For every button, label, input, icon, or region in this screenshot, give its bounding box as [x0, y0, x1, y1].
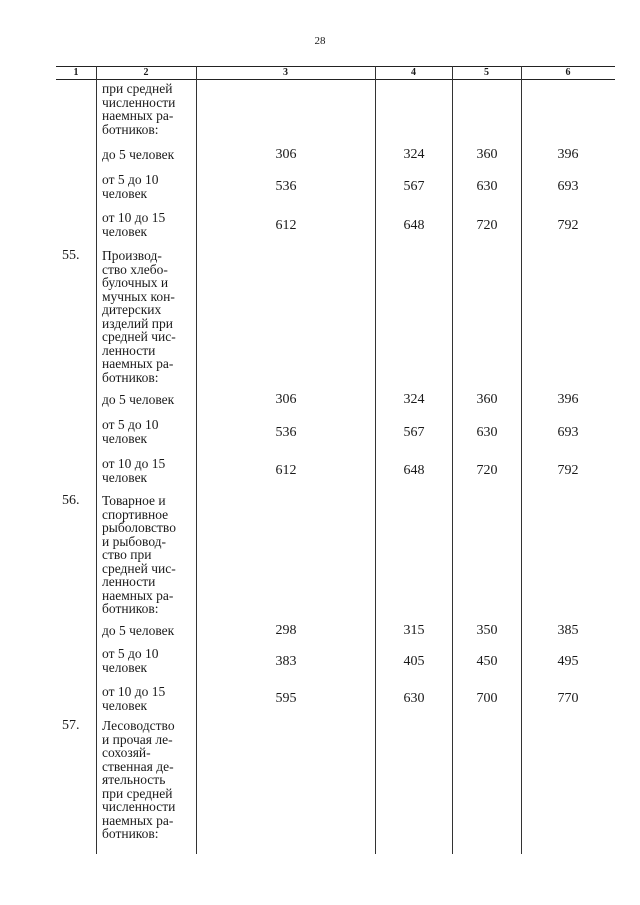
row-label: до 5 человек — [102, 392, 175, 407]
column-divider — [452, 66, 453, 854]
cell-value: 298 — [275, 623, 297, 638]
cell-value: 360 — [476, 147, 498, 162]
cell-value: 693 — [557, 179, 579, 194]
column-divider — [521, 66, 522, 854]
header-bottom-rule — [56, 79, 615, 80]
row-label: от 5 до 10 человек — [102, 646, 159, 675]
group-title: при средней численности наемных ра- ботников: — [102, 81, 176, 137]
cell-value: 612 — [275, 218, 297, 233]
cell-value: 306 — [275, 147, 297, 162]
column-header: 4 — [411, 67, 416, 78]
cell-value: 630 — [476, 425, 498, 440]
cell-value: 567 — [403, 179, 425, 194]
cell-value: 536 — [275, 425, 297, 440]
cell-value: 720 — [476, 463, 498, 478]
cell-value: 792 — [557, 218, 579, 233]
cell-value: 720 — [476, 218, 498, 233]
cell-value: 396 — [557, 147, 579, 162]
cell-value: 350 — [476, 623, 498, 638]
group-title: Лесоводство и прочая ле- сохозяй- ственная де- ятельность при средней численности наемных ра- ботников: — [102, 718, 176, 841]
cell-value: 405 — [403, 654, 425, 669]
cell-value: 612 — [275, 463, 297, 478]
cell-value: 396 — [557, 392, 579, 407]
column-header: 3 — [283, 67, 288, 78]
cell-value: 385 — [557, 623, 579, 638]
row-label: от 10 до 15 человек — [102, 684, 166, 713]
cell-value: 648 — [403, 463, 425, 478]
cell-value: 648 — [403, 218, 425, 233]
cell-value: 630 — [403, 691, 425, 706]
cell-value: 324 — [403, 147, 425, 162]
row-label: от 5 до 10 человек — [102, 172, 159, 201]
cell-value: 630 — [476, 179, 498, 194]
group-title: Товарное и спортивное рыболовство и рыбовод- ство при средней чис- ленности наемных ра- ботников: — [102, 493, 176, 616]
column-header: 2 — [143, 67, 149, 78]
column-header: 6 — [565, 67, 571, 78]
row-label: до 5 человек — [102, 623, 175, 638]
cell-value: 495 — [557, 654, 579, 669]
row-number: 56. — [62, 493, 80, 508]
cell-value: 306 — [275, 392, 297, 407]
column-divider — [96, 66, 97, 854]
row-number: 57. — [62, 718, 80, 733]
cell-value: 700 — [476, 691, 498, 706]
row-label: до 5 человек — [102, 147, 175, 162]
column-divider — [375, 66, 376, 854]
cell-value: 383 — [275, 654, 297, 669]
row-number: 55. — [62, 248, 80, 263]
cell-value: 324 — [403, 392, 425, 407]
cell-value: 536 — [275, 179, 297, 194]
row-label: от 5 до 10 человек — [102, 417, 159, 446]
column-divider — [196, 66, 197, 854]
cell-value: 595 — [275, 691, 297, 706]
page-number: 28 — [314, 35, 326, 47]
cell-value: 450 — [476, 654, 498, 669]
row-label: от 10 до 15 человек — [102, 456, 166, 485]
cell-value: 792 — [557, 463, 579, 478]
column-header: 5 — [484, 67, 489, 78]
column-header: 1 — [73, 67, 79, 78]
cell-value: 693 — [557, 425, 579, 440]
cell-value: 770 — [557, 691, 579, 706]
cell-value: 315 — [403, 623, 425, 638]
cell-value: 567 — [403, 425, 425, 440]
row-label: от 10 до 15 человек — [102, 210, 166, 239]
cell-value: 360 — [476, 392, 498, 407]
group-title: Производ- ство хлебо- булочных и мучных кон- дитерских изделий при средней чис- ленности наемных ра- ботников: — [102, 248, 176, 385]
